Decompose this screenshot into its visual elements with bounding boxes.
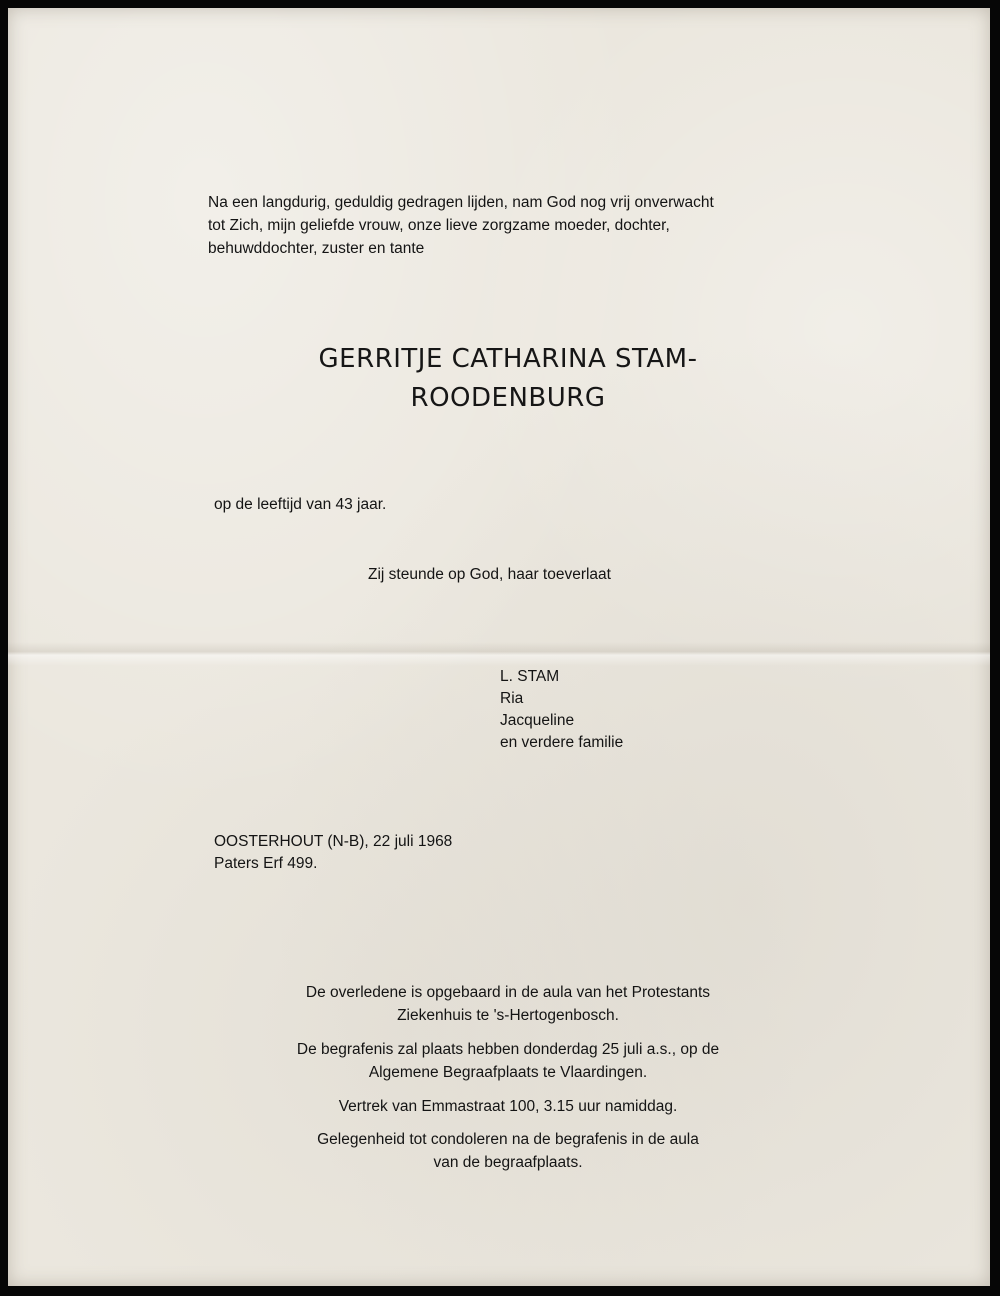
verse-text: Zij steunde op God, haar toeverlaat xyxy=(368,566,611,583)
notice-line: Ziekenhuis te 's-Hertogenbosch. xyxy=(397,1007,619,1024)
city-date: OOSTERHOUT (N-B), 22 juli 1968 xyxy=(214,833,453,850)
intro-line: Na een langdurig, geduldig gedragen lijden, nam God nog vrij onverwacht xyxy=(208,194,714,211)
family-list xyxy=(500,666,623,754)
intro-line: behuwddochter, zuster en tante xyxy=(208,240,425,257)
family-member: Jacqueline xyxy=(500,712,575,729)
family-member: en verdere familie xyxy=(500,734,624,751)
family-member: Ria xyxy=(500,690,524,707)
notice-line: Gelegenheid tot condoleren na de begrafenis in de aula xyxy=(317,1131,699,1148)
address: Paters Erf 499. xyxy=(214,855,318,872)
notice-line: van de begraafplaats. xyxy=(433,1154,583,1171)
laid-out-notice xyxy=(8,981,1000,1027)
notice-line: De overledene is opgebaard in de aula van het Protestants xyxy=(305,984,711,1001)
age-text: op de leeftijd van 43 jaar. xyxy=(214,496,387,513)
family-member: L. STAM xyxy=(500,668,560,685)
notice-line: De begrafenis zal plaats hebben donderdag 25 juli a.s., op de xyxy=(296,1041,720,1058)
intro-paragraph xyxy=(208,191,714,260)
notice-line: Vertrek van Emmastraat 100, 3.15 uur namiddag. xyxy=(338,1098,678,1115)
deceased-name-line-2: ROODENBURG xyxy=(410,383,606,413)
place-and-date xyxy=(214,831,452,875)
intro-line: tot Zich, mijn geliefde vrouw, onze lieve zorgzame moeder, dochter, xyxy=(208,217,670,234)
deceased-name-line-1: GERRITJE CATHARINA STAM- xyxy=(318,344,698,374)
funeral-notice xyxy=(8,1038,1000,1084)
condolence-notice xyxy=(8,1128,1000,1174)
departure-notice xyxy=(8,1095,1000,1118)
paper-fold-crease xyxy=(8,642,990,666)
notice-line: Algemene Begraafplaats te Vlaardingen. xyxy=(368,1064,648,1081)
